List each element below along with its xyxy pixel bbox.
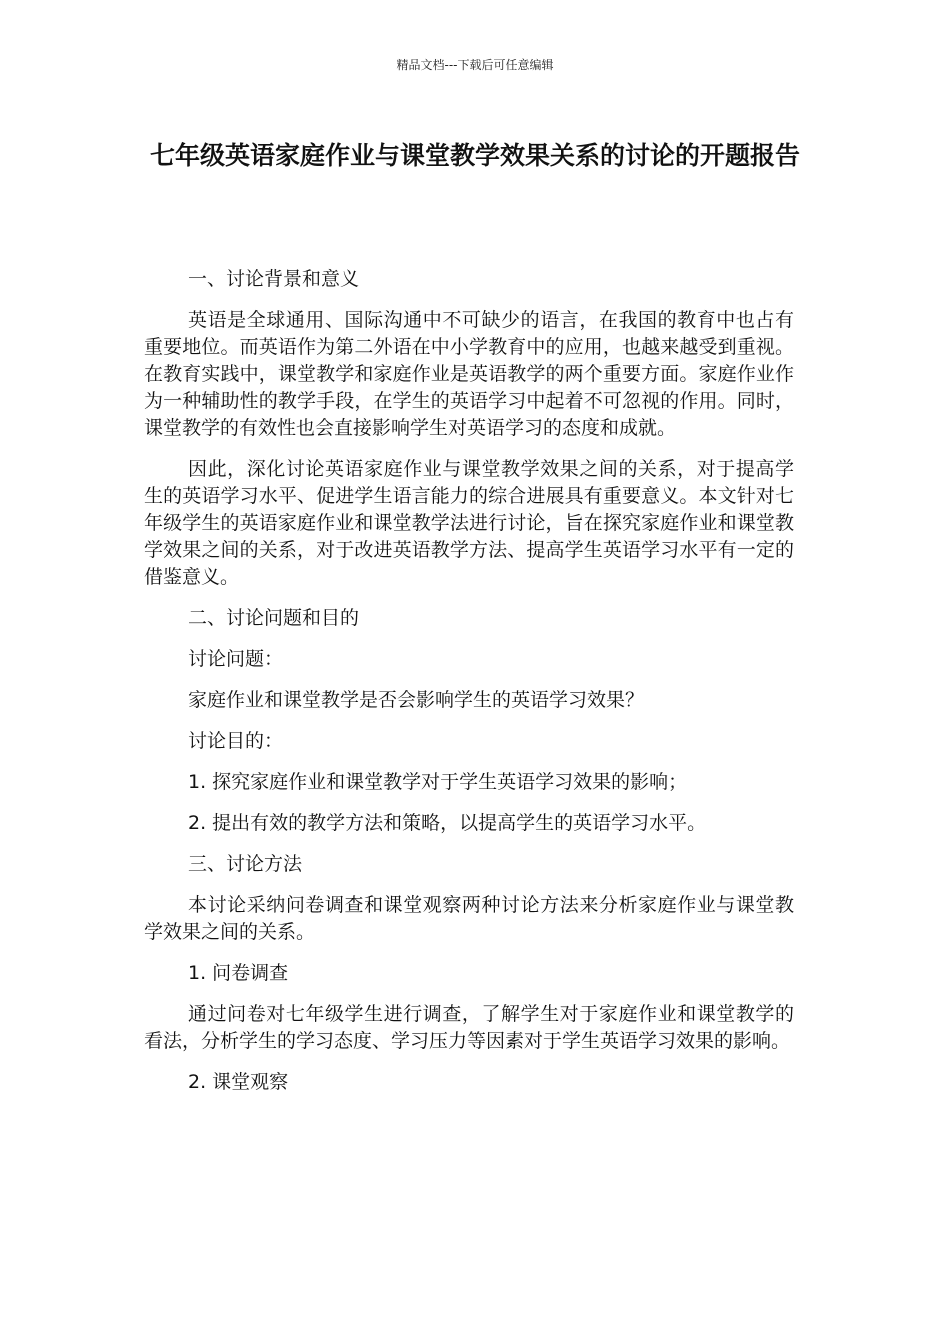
goal-item-2: 2. 提出有效的教学方法和策略，以提高学生的英语学习水平。 <box>188 812 707 834</box>
paragraph-background: 英语是全球通用、国际沟通中不可缺少的语言，在我国的教育中也占有重要地位。而英语作为第二外语在中小学教育中的应用，也越来越受到重视。在教育实践中，课堂教学和家庭作业是英语教学的两个重要方面。家庭作业作为一种辅助性的教学手段，在学生的英语学习中起着不可忽视的作用。同时，课堂教学的有效性也会直接影响学生对英语学习的态度和成就。 <box>144 309 794 439</box>
paragraph-significance: 因此，深化讨论英语家庭作业与课堂教学效果之间的关系，对于提高学生的英语学习水平、促进学生语言能力的综合进展具有重要意义。本文针对七年级学生的英语家庭作业和课堂教学法进行讨论，旨在探究家庭作业和课堂教学效果之间的关系，对于改进英语教学方法、提高学生英语学习水平有一定的借鉴意义。 <box>144 458 794 588</box>
goal-label: 讨论目的： <box>188 730 284 752</box>
paragraph-methods: 本讨论采纳问卷调查和课堂观察两种讨论方法来分析家庭作业与课堂教学效果之间的关系。 <box>144 894 794 943</box>
method-heading-survey: 1. 问卷调查 <box>188 962 289 984</box>
document-title: 七年级英语家庭作业与课堂教学效果关系的讨论的开题报告 <box>149 141 800 170</box>
section-heading-methods: 三、讨论方法 <box>188 853 303 875</box>
question-label: 讨论问题： <box>188 648 284 670</box>
section-heading-background: 一、讨论背景和意义 <box>188 268 360 290</box>
document-body <box>144 266 794 1110</box>
paragraph-survey: 通过问卷对七年级学生进行调查，了解学生对于家庭作业和课堂教学的看法，分析学生的学习态度、学习压力等因素对于学生英语学习效果的影响。 <box>144 1003 794 1052</box>
section-heading-questions: 二、讨论问题和目的 <box>188 607 360 629</box>
goal-item-1: 1. 探究家庭作业和课堂教学对于学生英语学习效果的影响； <box>188 771 688 793</box>
question-text: 家庭作业和课堂教学是否会影响学生的英语学习效果？ <box>188 689 645 711</box>
method-heading-observation: 2. 课堂观察 <box>188 1071 289 1093</box>
header-note: 精品文档---下载后可任意编辑 <box>396 58 554 72</box>
